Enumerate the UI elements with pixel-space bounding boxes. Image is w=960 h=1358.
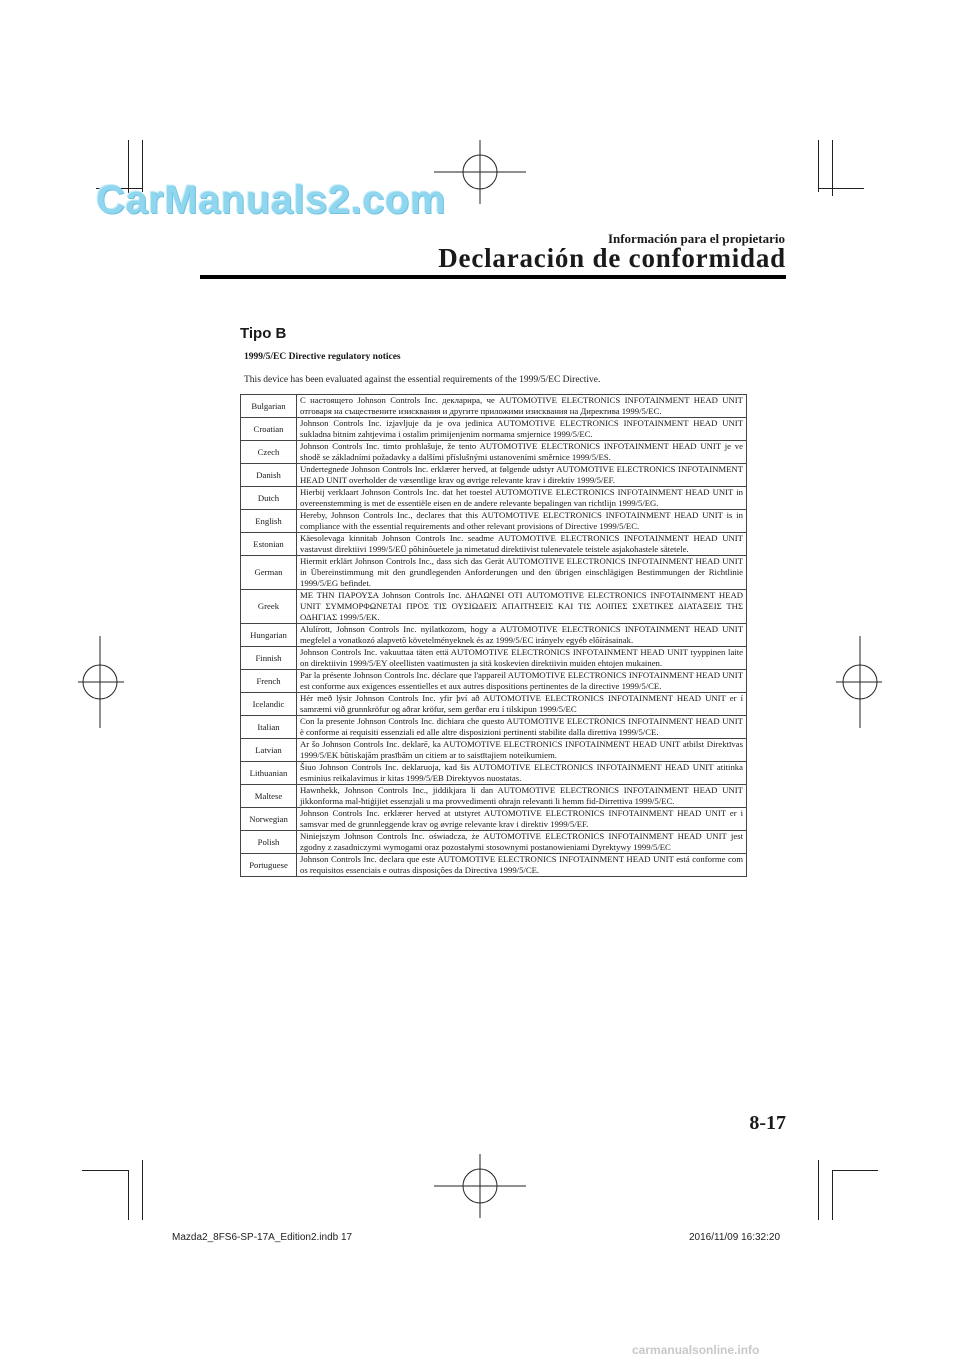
section-subtitle: Tipo B <box>240 325 287 342</box>
registration-mark-icon <box>434 136 526 208</box>
declaration-text-cell: Šiuo Johnson Controls Inc. deklaruoja, kad šis AUTOMOTIVE ELECTRONICS INFOTAINMENT HEAD UNIT atitinka esminius reikalavimus ir kitas 1999/5/EB Direktyvos nuostatas. <box>297 762 747 785</box>
declaration-text-cell: С настоящето Johnson Controls Inc. декларира, че AUTOMOTIVE ELECTRONICS INFOTAINMENT HEAD UNIT отговаря на съществените изисквания и другите приложими изисквания на Директива 1999/5/EC. <box>297 395 747 418</box>
crop-mark <box>832 1170 833 1220</box>
registration-mark-icon <box>78 636 124 728</box>
section-label: Información para el propietario <box>607 231 785 246</box>
crop-mark <box>818 1160 819 1220</box>
crop-mark <box>128 1170 129 1220</box>
language-cell: Danish <box>241 464 297 487</box>
table-row <box>241 464 747 487</box>
site-logo: CarManuals2.com <box>96 178 446 222</box>
language-cell: English <box>241 510 297 533</box>
language-cell: Norwegian <box>241 808 297 831</box>
declaration-text-cell: Hereby, Johnson Controls Inc., declares that this AUTOMOTIVE ELECTRONICS INFOTAINMENT HEAD UNIT is in compliance with the essential requirements and other relevant provisions of Directive 1999/5/EC. <box>297 510 747 533</box>
language-cell: Polish <box>241 831 297 854</box>
table-row <box>241 854 747 877</box>
declaration-text-cell: Käesolevaga kinnitab Johnson Controls Inc. seadme AUTOMOTIVE ELECTRONICS INFOTAINMENT HEAD UNIT vastavust direktiivi 1999/5/EÜ põhinõuetele ja nimetatud direktiivist tulenevatele teistele asjakohastele sätetele. <box>297 533 747 556</box>
crop-mark <box>142 1160 143 1220</box>
language-cell: Czech <box>241 441 297 464</box>
table-row <box>241 590 747 624</box>
title-divider <box>200 275 786 279</box>
table-row <box>241 487 747 510</box>
declaration-text-cell: Hér með lýsir Johnson Controls Inc. yfir því að AUTOMOTIVE ELECTRONICS INFOTAINMENT HEAD UNIT er í samræmi við grunnkröfur og aðrar kröfur, sem gerðar eru í tilskipun 1999/5/EC <box>297 693 747 716</box>
language-cell: Estonian <box>241 533 297 556</box>
registration-mark-icon <box>434 1150 526 1222</box>
crop-mark <box>818 140 819 192</box>
declaration-table <box>240 394 747 877</box>
table-row <box>241 716 747 739</box>
declaration-text-cell: Johnson Controls Inc. declara que este AUTOMOTIVE ELECTRONICS INFOTAINMENT HEAD UNIT está conforme com os requisitos essenciais e outras disposições da Directiva 1999/5/CE. <box>297 854 747 877</box>
declaration-text-cell: Hierbij verklaart Johnson Controls Inc. dat het toestel AUTOMOTIVE ELECTRONICS INFOTAINMENT HEAD UNIT in overeenstemming is met de essentiële eisen en de andere relevante bepalingen van richtlijn 1999/5/EG. <box>297 487 747 510</box>
crop-mark <box>818 188 864 189</box>
language-cell: Lithuanian <box>241 762 297 785</box>
language-cell: Latvian <box>241 739 297 762</box>
declaration-text-cell: Ar šo Johnson Controls Inc. deklarē, ka AUTOMOTIVE ELECTRONICS INFOTAINMENT HEAD UNIT atbilst Direktīvas 1999/5/EK būtiskajām prasībām un citiem ar to saistītajiem noteikumiem. <box>297 739 747 762</box>
table-row <box>241 395 747 418</box>
table-row <box>241 647 747 670</box>
language-cell: Dutch <box>241 487 297 510</box>
language-cell: Greek <box>241 590 297 624</box>
table-row <box>241 831 747 854</box>
language-cell: Hungarian <box>241 624 297 647</box>
table-row <box>241 441 747 464</box>
language-cell: German <box>241 556 297 590</box>
page-title: Declaración de conformidad <box>438 243 786 273</box>
table-row <box>241 418 747 441</box>
crop-mark <box>832 1170 878 1171</box>
language-cell: Italian <box>241 716 297 739</box>
table-row <box>241 624 747 647</box>
intro-text: This device has been evaluated against the essential requirements of the 1999/5/EC Directive. <box>244 375 601 385</box>
table-row <box>241 533 747 556</box>
language-cell: Maltese <box>241 785 297 808</box>
footer-file-info: Mazda2_8FS6-SP-17A_Edition2.indb 17 <box>172 1232 353 1243</box>
crop-mark <box>82 1170 128 1171</box>
declaration-text-cell: Par la présente Johnson Controls Inc. déclare que l'appareil AUTOMOTIVE ELECTRONICS INFOTAINMENT HEAD UNIT est conforme aux exigences essentielles et aux autres dispositions pertinentes de la directive 1999/5/CE. <box>297 670 747 693</box>
declaration-text-cell: Johnson Controls Inc. timto prohlašuje, že tento AUTOMOTIVE ELECTRONICS INFOTAINMENT HEAD UNIT je ve shodě se základními požadavky a dalšími příslušnými ustanoveními směrnice 1999/5/ES. <box>297 441 747 464</box>
declaration-text-cell: ΜΕ ΤΗΝ ΠΑΡΟΥΣΑ Johnson Controls Inc. ΔΗΛΩΝΕΙ ΟΤΙ AUTOMOTIVE ELECTRONICS INFOTAINMENT HEAD UNIT ΣΥΜΜΟΡΦΩΝΕΤΑΙ ΠΡΟΣ ΤΙΣ ΟΥΣΙΩΔΕΙΣ ΑΠΑΙΤΗΣΕΙΣ ΚΑΙ ΤΙΣ ΛΟΙΠΕΣ ΣΧΕΤΙΚΕΣ ΔΙΑΤΑΞΕΙΣ ΤΗΣ ΟΔΗΓΙΑΣ 1999/5/ΕΚ. <box>297 590 747 624</box>
declaration-text-cell: Niniejszym Johnson Controls Inc. oświadcza, że AUTOMOTIVE ELECTRONICS INFOTAINMENT HEAD UNIT jest zgodny z zasadniczymi wymogami oraz pozostałymi stosownymi postanowieniami Dyrektywy 1999/5/EC <box>297 831 747 854</box>
registration-mark-icon <box>836 636 882 728</box>
language-cell: Icelandic <box>241 693 297 716</box>
page-number: 8-17 <box>749 1112 786 1134</box>
declaration-text-cell: Alulírott, Johnson Controls Inc. nyilatkozom, hogy a AUTOMOTIVE ELECTRONICS INFOTAINMENT HEAD UNIT megfelel a vonatkozó alapvetõ követelményeknek és az 1999/5/EC irányelv egyéb elõírásainak. <box>297 624 747 647</box>
table-row <box>241 762 747 785</box>
watermark: carmanualsonline.info <box>632 1343 760 1357</box>
table-row <box>241 556 747 590</box>
declaration-text-cell: Johnson Controls Inc. izjavljuje da je ova jedinica AUTOMOTIVE ELECTRONICS INFOTAINMENT HEAD UNIT sukladna bitnim zahtjevima i ostalim primijenjenim normama smjernice 1999/5/EC. <box>297 418 747 441</box>
table-row <box>241 670 747 693</box>
footer-date-info: 2016/11/09 16:32:20 <box>689 1232 781 1243</box>
declaration-text-cell: Johnson Controls Inc. erklærer herved at utstyret AUTOMOTIVE ELECTRONICS INFOTAINMENT HEAD UNIT er i samsvar med de grunnleggende krav og øvrige relevante krav i direktiv 1999/5/EF. <box>297 808 747 831</box>
language-cell: Portuguese <box>241 854 297 877</box>
table-row <box>241 808 747 831</box>
table-row <box>241 693 747 716</box>
language-cell: Bulgarian <box>241 395 297 418</box>
declaration-text-cell: Undertegnede Johnson Controls Inc. erklærer herved, at følgende udstyr AUTOMOTIVE ELECTRONICS INFOTAINMENT HEAD UNIT overholder de væsentlige krav og øvrige relevante krav i direktiv 1999/5/EF. <box>297 464 747 487</box>
declaration-text-cell: Con la presente Johnson Controls Inc. dichiara che questo AUTOMOTIVE ELECTRONICS INFOTAINMENT HEAD UNIT è conforme ai requisiti essenziali ed alle altre disposizioni pertinenti stabilite dalla direttiva 1999/5/CE. <box>297 716 747 739</box>
language-cell: French <box>241 670 297 693</box>
declaration-table-body <box>241 395 747 877</box>
notice-heading: 1999/5/EC Directive regulatory notices <box>244 352 401 362</box>
table-row <box>241 785 747 808</box>
declaration-text-cell: Hawnhekk, Johnson Controls Inc., jiddikjara li dan AUTOMOTIVE ELECTRONICS INFOTAINMENT HEAD UNIT jikkonforma mal-ħtiġijiet essenzjali u ma provvedimenti oħrajn relevanti li hemm fid-Dirrettiva 1999/5/EC. <box>297 785 747 808</box>
declaration-text-cell: Hiermit erklärt Johnson Controls Inc., dass sich das Gerät AUTOMOTIVE ELECTRONICS INFOTAINMENT HEAD UNIT in Übereinstimmung mit den grundlegenden Anforderungen und den übrigen einschlägigen Bestimmungen der Richtlinie 1999/5/EG befindet. <box>297 556 747 590</box>
language-cell: Finnish <box>241 647 297 670</box>
table-row <box>241 739 747 762</box>
table-row <box>241 510 747 533</box>
language-cell: Croatian <box>241 418 297 441</box>
declaration-text-cell: Johnson Controls Inc. vakuuttaa täten että AUTOMOTIVE ELECTRONICS INFOTAINMENT HEAD UNIT tyyppinen laite on direktiivin 1999/5/EY oleellisten vaatimusten ja sitä koskevien direktiivin muiden ehtojen mukainen. <box>297 647 747 670</box>
